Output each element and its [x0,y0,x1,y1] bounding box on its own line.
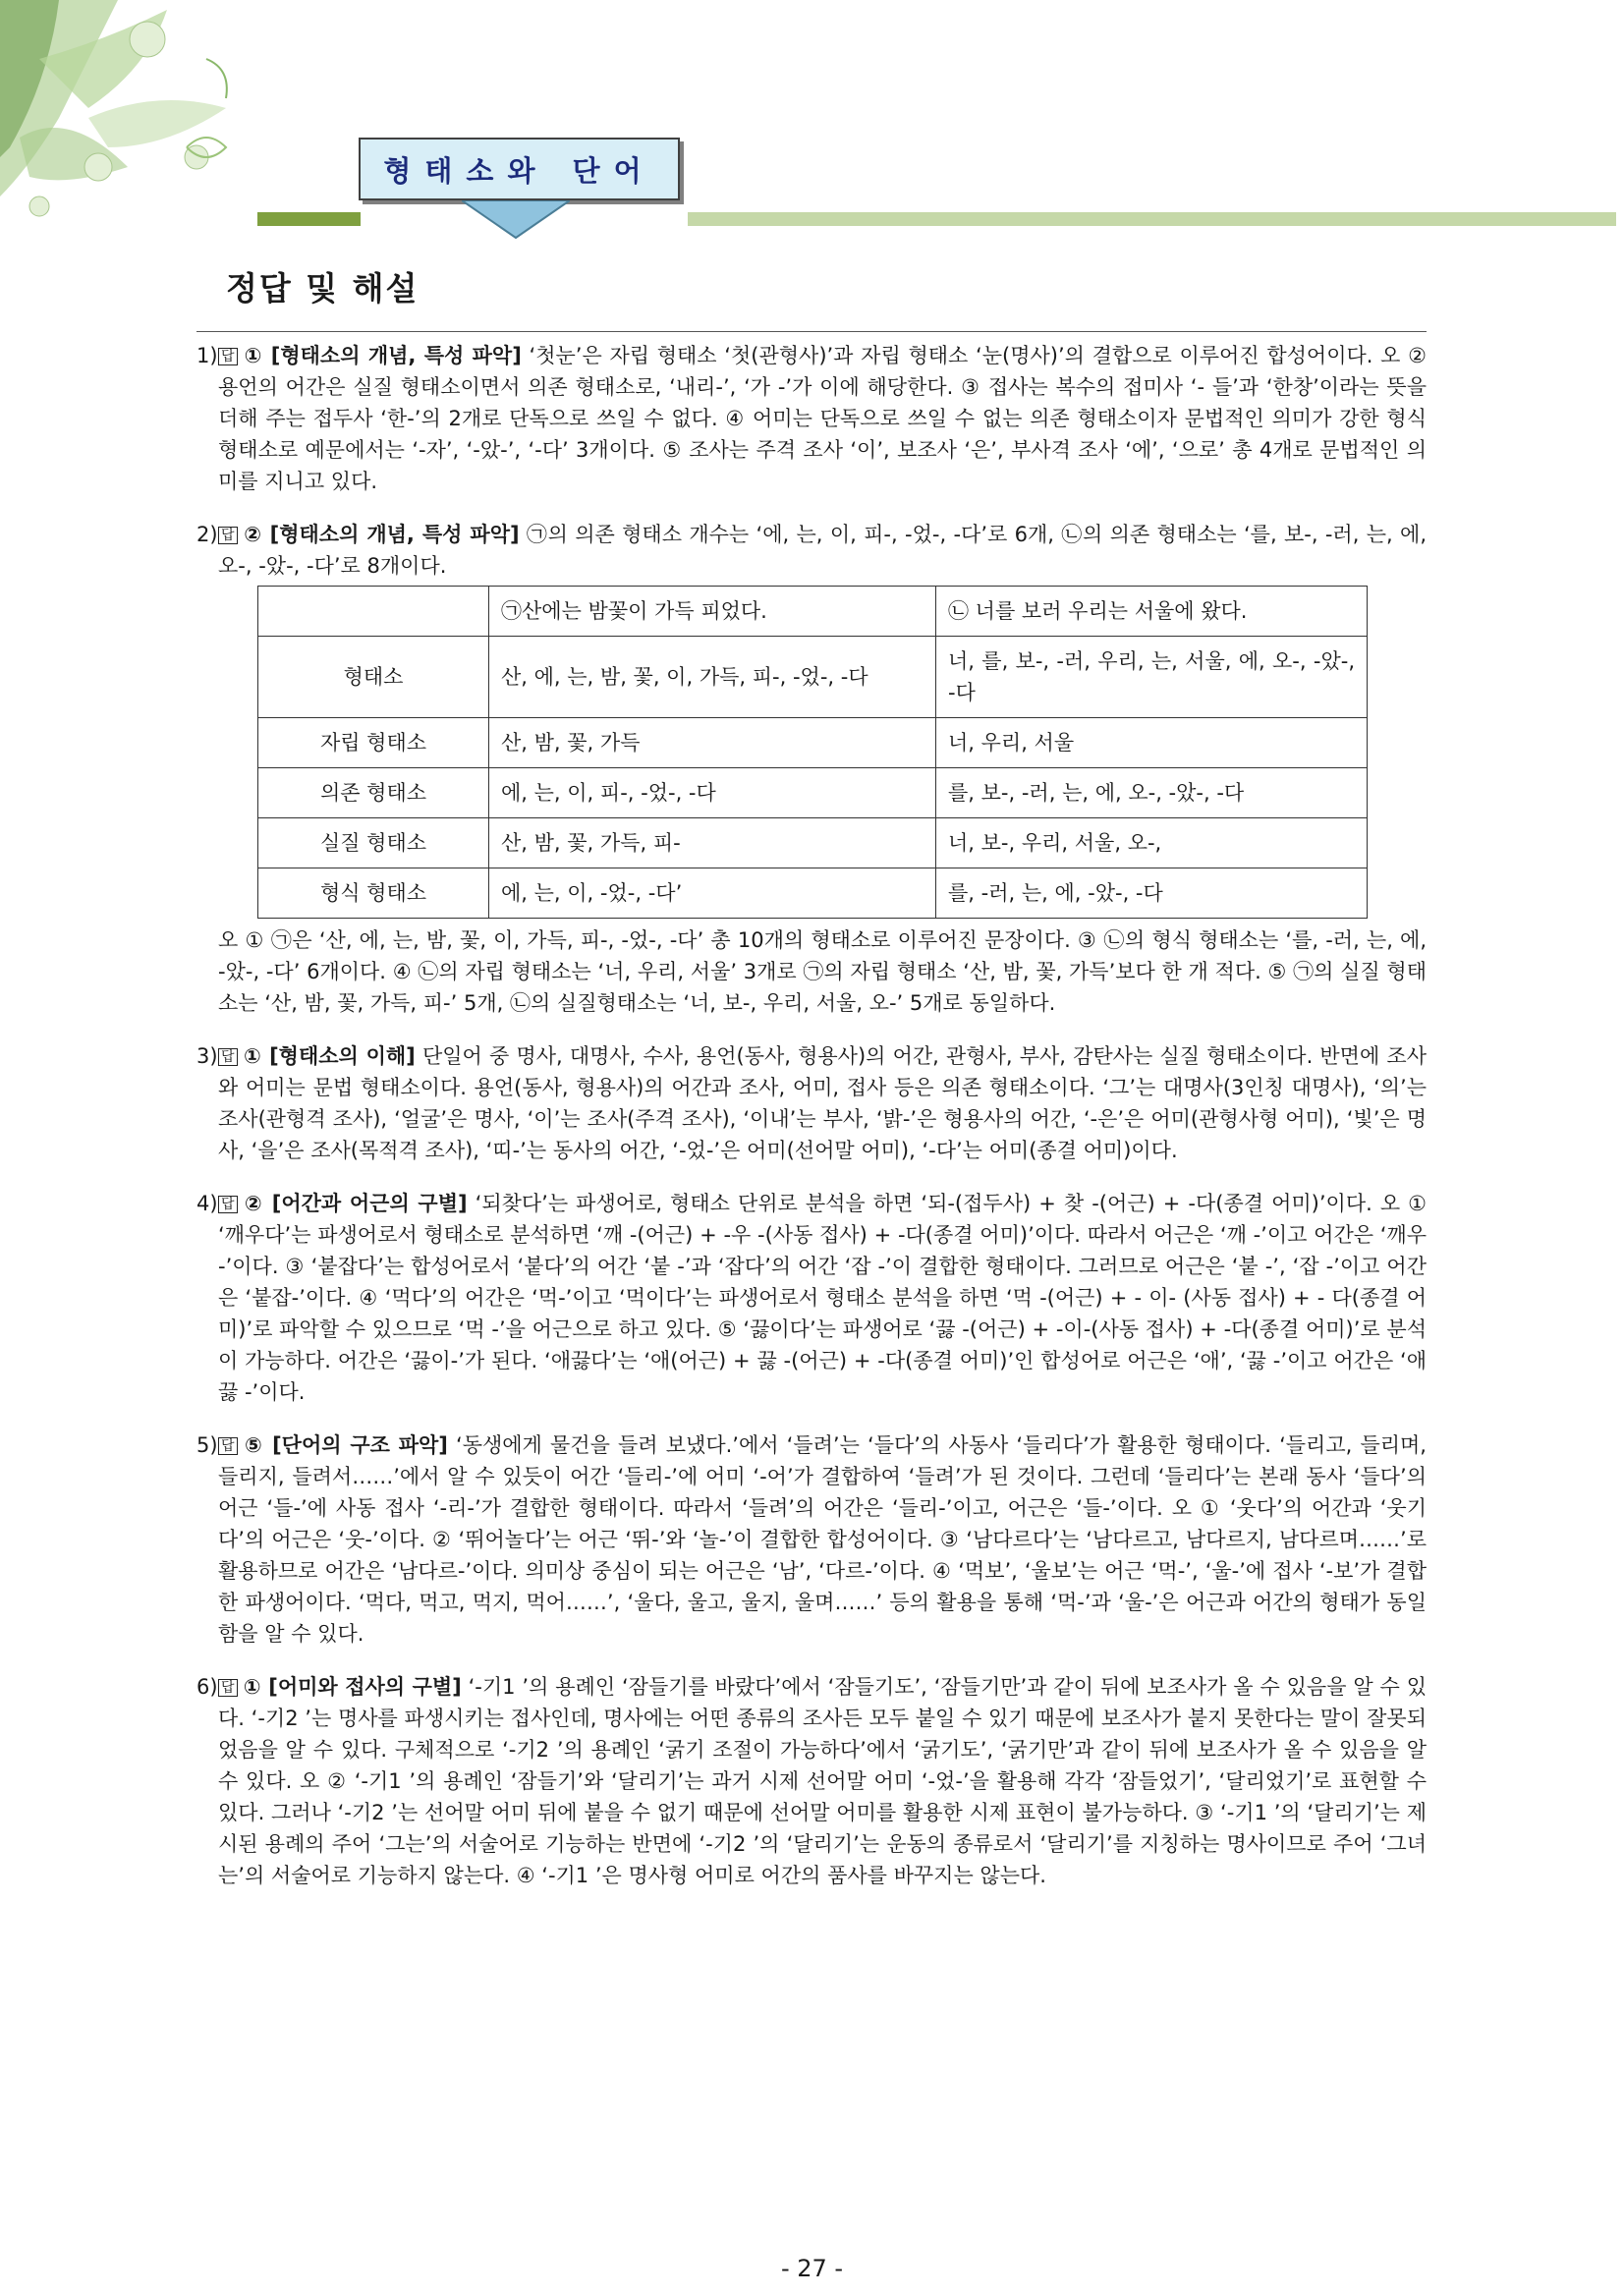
table-row [258,868,1368,919]
item-after-text: 오 ① ㉠은 ‘산, 에, 는, 밤, 꽃, 이, 가득, 피-, -었-, -다’ 총 10개의 형태소로 이루어진 문장이다. ③ ㉡의 형식 형태소는 ‘를, -러, 는, 에, -았-, -다’ 6개이다. ④ ㉡의 자립 형태소는 ‘너, 우리, 서울’ 3개로 ㉠의 자립 형태소 ‘산, 밤, 꽃, 가득’보다 한 개 적다. ⑤ ㉠의 실질 형태소는 ‘산, 밤, 꽃, 가득, 피-’ 5개, ㉡의 실질형태소는 ‘너, 보-, 우리, 서울, 오-’ 5개로 동일하다. [218,928,1427,1015]
item-lead: ① [어미와 접사의 구별] [243,1675,462,1699]
item-text: 단일어 중 명사, 대명사, 수사, 용언(동사, 형용사)의 어간, 관형사, 부사, 감탄사는 실질 형태소이다. 반면에 조사와 어미는 문법 형태소이다. 용언(동사, 형용사)의 어간과 조사, 어미, 접사 등은 의존 형태소이다. ‘그’는 대명사(3인칭 대명사), ‘의’는 조사(관형격 조사), ‘얼굴’은 명사, ‘이’는 조사(주격 조사), ‘이내’는 부사, ‘밝-’은 형용사의 어간, ‘-은’은 어미(관형사형 어미), ‘빛’은 명사, ‘을’은 조사(목적격 조사), ‘띠-’는 동사의 어간, ‘-었-’은 어미(선어말 어미), ‘-다’는 어미(종결 어미)이다. [218,1044,1427,1162]
item-body [218,1671,1427,1891]
item-lead: ② [형태소의 개념, 특성 파악] [243,523,520,546]
table-cell: 산, 에, 는, 밤, 꽃, 이, 가득, 피-, -었-, -다 [489,637,936,718]
item-body [218,519,1427,1019]
table-cell [258,587,489,637]
morpheme-table [257,586,1368,919]
item-text: ‘되찾다’는 파생어로, 형태소 단위로 분석을 하면 ‘되-(접두사) + 찾 -(어근) + -다(종결 어미)’이다. 오 ① ‘깨우다’는 파생어로서 형태소로 분석하면 ‘깨 -(어근) + -우 -(사동 접사) + -다(종결 어미)’이다. 따라서 어근은 ‘깨 -’이고 어간은 ‘깨우 -’이다. ③ ‘붙잡다’는 합성어로서 ‘붙다’의 어간 ‘붙 -’과 ‘잡다’의 어간 ‘잡 -’이 결합한 형태이다. 그러므로 어근은 ‘붙 -’, ‘잡 -’이고 어간은 ‘붙잡-’이다. ④ ‘먹다’의 어간은 ‘먹-’이고 ‘먹이다’는 파생어로서 형태소 분석을 하면 ‘먹 -(어근) + - 이- (사동 접사) + - 다(종결 어미)’로 파악할 수 있으므로 ‘먹 -’을 어근으로 하고 있다. ⑤ ‘끓이다’는 파생어로 ‘끓 -(어근) + -이-(사동 접사) + -다(종결 어미)’로 분석이 가능하다. 어간은 ‘끓이-’가 된다. ‘애끓다’는 ‘애(어근) + 끓 -(어근) + -다(종결 어미)’인 합성어로 어근은 ‘애’, ‘끓 -’이고 어간은 ‘애끓 -’이다. [218,1192,1427,1404]
answer-item-6 [196,1671,1427,1891]
table-cell: 의존 형태소 [258,768,489,818]
table-cell: 산, 밤, 꽃, 가득, 피- [489,818,936,868]
answer-item-2 [196,519,1427,1019]
table-cell: 너, 우리, 서울 [936,718,1368,768]
table-row [258,718,1368,768]
answer-badge: 답 [218,1679,238,1697]
table-cell: 형태소 [258,637,489,718]
item-lead: ② [어간과 어근의 구별] [243,1192,468,1215]
answer-badge: 답 [218,1048,238,1066]
table-cell: 너, 를, 보-, -러, 우리, 는, 서울, 에, 오-, -았-, -다 [936,637,1368,718]
answer-item-5 [196,1429,1427,1650]
answer-list [196,340,1427,1913]
answer-badge: 답 [218,527,238,544]
item-body [218,1040,1427,1166]
item-number: 4) [196,1192,218,1215]
answer-item-1 [196,340,1427,497]
table-cell: 에, 는, 이, -었-, -다’ [489,868,936,919]
item-lead: ⑤ [단어의 구조 파악] [243,1433,448,1457]
table-cell: 를, 보-, -러, 는, 에, 오-, -았-, -다 [936,768,1368,818]
item-text: ‘첫눈’은 자립 형태소 ‘첫(관형사)’과 자립 형태소 ‘눈(명사)’의 결합으로 이루어진 합성어이다. 오 ② 용언의 어간은 실질 형태소이면서 의존 형태소로, ‘내리-’, ‘가 -’가 이에 해당한다. ③ 접사는 복수의 접미사 ‘- 들’과 ‘한창’이라는 뜻을 더해 주는 접두사 ‘한-’의 2개로 단독으로 쓰일 수 없다. ④ 어미는 단독으로 쓰일 수 없는 의존 형태소이자 문법적인 의미가 강한 형식 형태소로 예문에서는 ‘-자’, ‘-았-’, ‘-다’ 3개이다. ⑤ 조사는 주격 조사 ‘이’, 보조사 ‘은’, 부사격 조사 ‘에’, ‘으로’ 총 4개로 문법적인 의미를 지니고 있다. [218,344,1427,493]
answer-badge: 답 [218,1196,238,1213]
page-heading: 정답 및 해설 [226,269,420,308]
item-body [218,1429,1427,1650]
item-body [218,340,1427,497]
item-lead: ① [형태소의 개념, 특성 파악] [243,344,522,367]
page-number: - 27 - [780,2255,844,2282]
answer-badge: 답 [218,348,238,365]
table-cell: 자립 형태소 [258,718,489,768]
answer-item-3 [196,1040,1427,1166]
table-row [258,637,1368,718]
table-cell: 에, 는, 이, 피-, -었-, -다 [489,768,936,818]
table-cell: ㉡ 너를 보러 우리는 서울에 왔다. [936,587,1368,637]
answer-badge: 답 [218,1437,238,1455]
table-cell: 너, 보-, 우리, 서울, 오-, [936,818,1368,868]
down-arrow-icon [462,200,570,240]
heading-rule [196,331,1427,332]
table-cell: 산, 밤, 꽃, 가득 [489,718,936,768]
table-row [258,768,1368,818]
table-cell: 를, -러, 는, 에, -았-, -다 [936,868,1368,919]
table-cell: 형식 형태소 [258,868,489,919]
section-title: 형태소와 단어 [359,138,680,200]
header-bar-right [688,212,1616,226]
answer-item-4 [196,1188,1427,1408]
item-text: ‘동생에게 물건을 들려 보냈다.’에서 ‘들려’는 ‘들다’의 사동사 ‘들리다’가 활용한 형태이다. ‘들리고, 들리며, 들리지, 들려서……’에서 알 수 있듯이 어간 ‘들리-’에 어미 ‘-어’가 결합하여 ‘들려’가 된 것이다. 그런데 ‘들리다’는 본래 동사 ‘들다’의 어근 ‘들-’에 사동 접사 ‘-리-’가 결합한 형태이다. 따라서 ‘들려’의 어간은 ‘들리-’이고, 어근은 ‘들-’이다. 오 ① ‘웃다’의 어간과 ‘웃기다’의 어근은 ‘웃-’이다. ② ‘뛰어놀다’는 어근 ‘뛰-’와 ‘놀-’이 결합한 합성어이다. ③ ‘남다르다’는 ‘남다르고, 남다르지, 남다르며……’로 활용하므로 어간은 ‘남다르-’이다. 의미상 중심이 되는 어근은 ‘남’, ‘다르-’이다. ④ ‘먹보’, ‘울보’는 어근 ‘먹-’, ‘울-’에 접사 ‘-보’가 결합한 파생어이다. ‘먹다, 먹고, 먹지, 먹어……’, ‘울다, 울고, 울지, 울며……’ 등의 활용을 통해 ‘먹-’과 ‘울-’은 어근과 어간의 형태가 동일함을 알 수 있다. [218,1433,1427,1646]
table-cell: 실질 형태소 [258,818,489,868]
table-row [258,818,1368,868]
table-header-row [258,587,1368,637]
header-bar-left [257,212,361,226]
item-text: ㉠의 의존 형태소 개수는 ‘에, 는, 이, 피-, -었-, -다’로 6개, ㉡의 의존 형태소는 ‘를, 보-, -러, 는, 에, 오-, -았-, -다’로 8개이다. [218,523,1427,578]
item-text: ‘-기1 ’의 용례인 ‘잠들기를 바랐다’에서 ‘잠들기도’, ‘잠들기만’과 같이 뒤에 보조사가 올 수 있음을 알 수 있다. ‘-기2 ’는 명사를 파생시키는 접사인데, 명사에는 어떤 종류의 조사든 모두 붙일 수 있기 때문에 보조사가 붙지 못한다는 말이 잘못되었음을 알 수 있다. 구체적으로 ‘-기2 ’의 용례인 ‘굵기 조절이 가능하다’에서 ‘굵기도’, ‘굵기만’과 같이 뒤에 보조사가 올 수 있음을 알 수 있다. 오 ② ‘-기1 ’의 용례인 ‘잠들기’와 ‘달리기’는 과거 시제 선어말 어미 ‘-었-’을 활용해 각각 ‘잠들었기’, ‘달리었기’로 표현할 수 있다. 그러나 ‘-기2 ’는 선어말 어미 뒤에 붙을 수 없기 때문에 선어말 어미를 활용한 시제 표현이 불가능하다. ③ ‘-기1 ’의 ‘달리기’는 제시된 용례의 주어 ‘그는’의 서술어로 기능하는 반면에 ‘-기2 ’의 ‘달리기’는 운동의 종류로서 ‘달리기’를 지칭하는 명사이므로 주어 ‘그녀는’의 서술어로 기능하지 않는다. ④ ‘-기1 ’은 명사형 어미로 어간의 품사를 바꾸지는 않는다. [218,1675,1427,1887]
item-number: 1) [196,344,218,367]
item-number: 2) [196,523,218,546]
floral-corner-decoration [0,0,295,236]
item-number: 5) [196,1433,218,1457]
item-number: 3) [196,1044,218,1068]
item-number: 6) [196,1675,218,1699]
item-lead: ① [형태소의 이해] [243,1044,416,1068]
table-cell: ㉠산에는 밤꽃이 가득 피었다. [489,587,936,637]
item-body [218,1188,1427,1408]
